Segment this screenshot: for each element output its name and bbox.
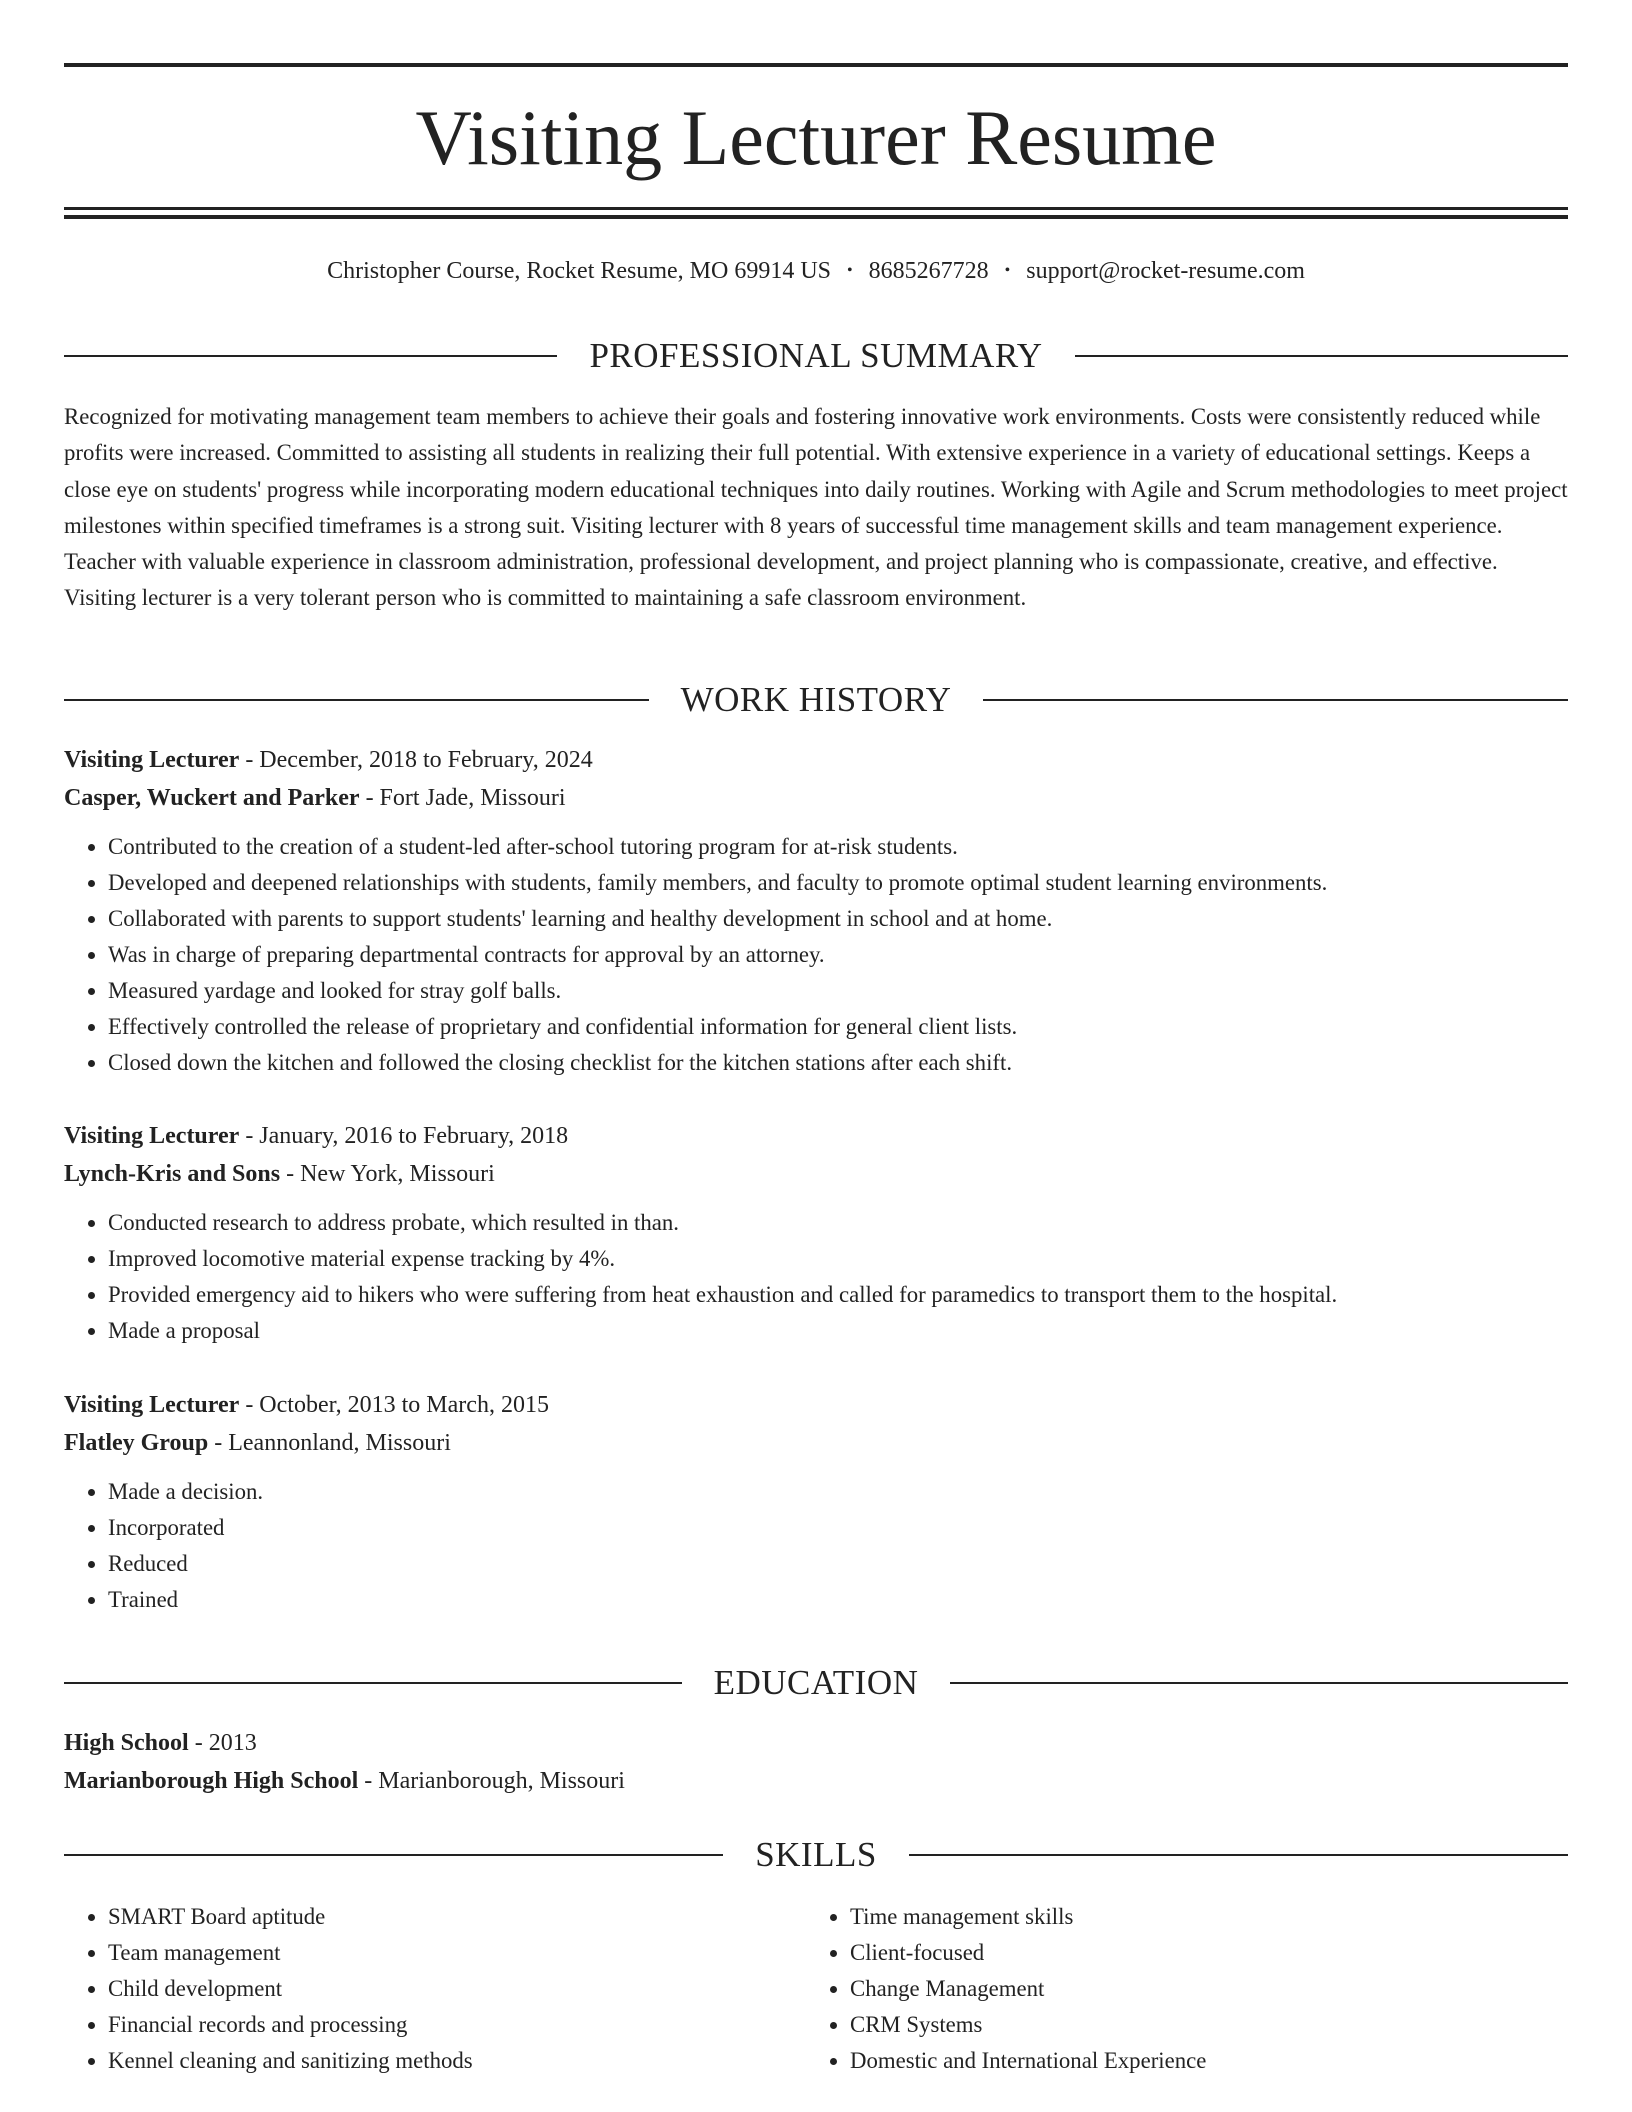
summary-text: Recognized for motivating management team members to achieve their goals and fostering innovative work environments. Costs were consistently reduced while profits were increased. Committed to assisting all students in realizing their full potential. With extensive experience in a variety of educational settings. Keeps a close eye on students' progress while incorporating modern educational techniques into daily routines. Working with Agile and Scrum methodologies to meet project milestones within specified timeframes is a strong suit. Visiting lecturer with 8 years of successful time management skills and team management experience. Teacher with valuable experience in classroom administration, professional development, and project planning who is compassionate, creative, and effective. Visiting lecturer is a very tolerant person who is committed to maintaining a safe classroom environment. (64, 404, 1568, 611)
contact-email: support@rocket-resume.com (1026, 258, 1305, 284)
job-dates: - October, 2013 to March, 2015 (239, 1392, 549, 1418)
job-bullet: • Reduced (108, 1546, 1568, 1582)
job-entry (64, 1386, 1568, 1618)
heading-rule (64, 699, 649, 701)
job-location: - Leannonland, Missouri (208, 1430, 451, 1456)
heading-rule (64, 1854, 723, 1856)
job-bullet: • Incorporated (108, 1510, 1568, 1546)
heading-rule (950, 1682, 1568, 1684)
section-heading-label: EDUCATION (713, 1663, 919, 1702)
job-bullet: • Was in charge of preparing departmental contracts for approval by an attorney. (108, 937, 1568, 973)
job-bullet: • Improved locomotive material expense tracking by 4%. (108, 1241, 1568, 1277)
heading-rule (983, 699, 1568, 701)
job-title-line (64, 1386, 1568, 1424)
skill-item: • Team management (108, 1935, 804, 1971)
skills-list (64, 1899, 804, 2079)
job-title: Visiting Lecturer (64, 747, 240, 773)
education-year: - 2013 (188, 1730, 257, 1756)
section-heading-summary (64, 336, 1568, 376)
skills-column-left (64, 1899, 804, 2079)
heading-rule (1075, 355, 1568, 357)
job-bullet: • Closed down the kitchen and followed the closing checklist for the kitchen stations after each shift. (108, 1045, 1568, 1081)
skills-list (806, 1899, 1568, 2079)
job-title: Visiting Lecturer (64, 1123, 240, 1149)
job-bullet: • Effectively controlled the release of proprietary and confidential information for general client lists. (108, 1009, 1568, 1045)
job-bullet: • Made a proposal (108, 1313, 1568, 1349)
job-bullet: • Conducted research to address probate, which resulted in than. (108, 1205, 1568, 1241)
job-bullets (64, 1205, 1568, 1349)
job-company-line (64, 1155, 1568, 1193)
contact-line (64, 255, 1568, 287)
job-company-line (64, 779, 1568, 817)
job-bullet: • Measured yardage and looked for stray golf balls. (108, 973, 1568, 1009)
heading-rule (909, 1854, 1568, 1856)
job-title: Visiting Lecturer (64, 1392, 240, 1418)
heading-rule (64, 1682, 682, 1684)
skill-item: • CRM Systems (850, 2007, 1568, 2043)
job-entry (64, 741, 1568, 1081)
education-location: - Marianborough, Missouri (358, 1768, 625, 1794)
job-company-line (64, 1424, 1568, 1462)
section-heading-work-history (64, 680, 1568, 720)
title-rule-lower (64, 215, 1568, 219)
skill-item: • Domestic and International Experience (850, 2043, 1568, 2079)
job-bullet: • Contributed to the creation of a student-led after-school tutoring program for at-risk students. (108, 829, 1568, 865)
job-location: - New York, Missouri (280, 1161, 495, 1187)
education-degree-line (64, 1724, 1568, 1762)
education-entry (64, 1724, 1568, 1800)
resume-title: Visiting Lecturer Resume (415, 94, 1217, 181)
job-bullet: • Made a decision. (108, 1474, 1568, 1510)
contact-separator: • (847, 262, 853, 279)
top-rule (64, 63, 1568, 67)
job-bullet: • Trained (108, 1582, 1568, 1618)
education-school: Marianborough High School (64, 1768, 359, 1794)
job-bullet: • Provided emergency aid to hikers who were suffering from heat exhaustion and called for paramedics to transport them to the hospital. (108, 1277, 1568, 1313)
skill-item: • Kennel cleaning and sanitizing methods (108, 2043, 804, 2079)
section-heading-label: SKILLS (755, 1835, 877, 1874)
job-title-line (64, 1117, 1568, 1155)
skills-column-right (806, 1899, 1568, 2079)
skill-item: • SMART Board aptitude (108, 1899, 804, 1935)
skill-item: • Client-focused (850, 1935, 1568, 1971)
education-school-line (64, 1762, 1568, 1800)
heading-rule (64, 355, 557, 357)
job-bullets (64, 829, 1568, 1081)
job-bullets (64, 1474, 1568, 1618)
section-heading-skills (64, 1835, 1568, 1875)
section-heading-label: WORK HISTORY (680, 680, 952, 719)
job-company: Lynch-Kris and Sons (64, 1161, 281, 1187)
contact-address: Christopher Course, Rocket Resume, MO 69914 US (327, 258, 832, 284)
contact-separator: • (1004, 262, 1011, 279)
job-bullet: • Collaborated with parents to support students' learning and healthy development in school and at home. (108, 901, 1568, 937)
title-rule-upper (64, 207, 1568, 210)
section-heading-label: PROFESSIONAL SUMMARY (589, 336, 1043, 375)
education-degree: High School (64, 1730, 189, 1756)
job-title-line (64, 741, 1568, 779)
job-location: - Fort Jade, Missouri (359, 785, 566, 811)
job-company: Flatley Group (64, 1430, 209, 1456)
skill-item: • Time management skills (850, 1899, 1568, 1935)
job-dates: - January, 2016 to February, 2018 (239, 1123, 569, 1149)
skill-item: • Change Management (850, 1971, 1568, 2007)
job-company: Casper, Wuckert and Parker (64, 785, 360, 811)
skill-item: • Financial records and processing (108, 2007, 804, 2043)
skill-item: • Child development (108, 1971, 804, 2007)
job-bullet: • Developed and deepened relationships with students, family members, and faculty to promote optimal student learning environments. (108, 865, 1568, 901)
section-heading-education (64, 1663, 1568, 1703)
job-dates: - December, 2018 to February, 2024 (239, 747, 593, 773)
job-entry (64, 1117, 1568, 1349)
contact-phone: 8685267728 (868, 258, 989, 284)
